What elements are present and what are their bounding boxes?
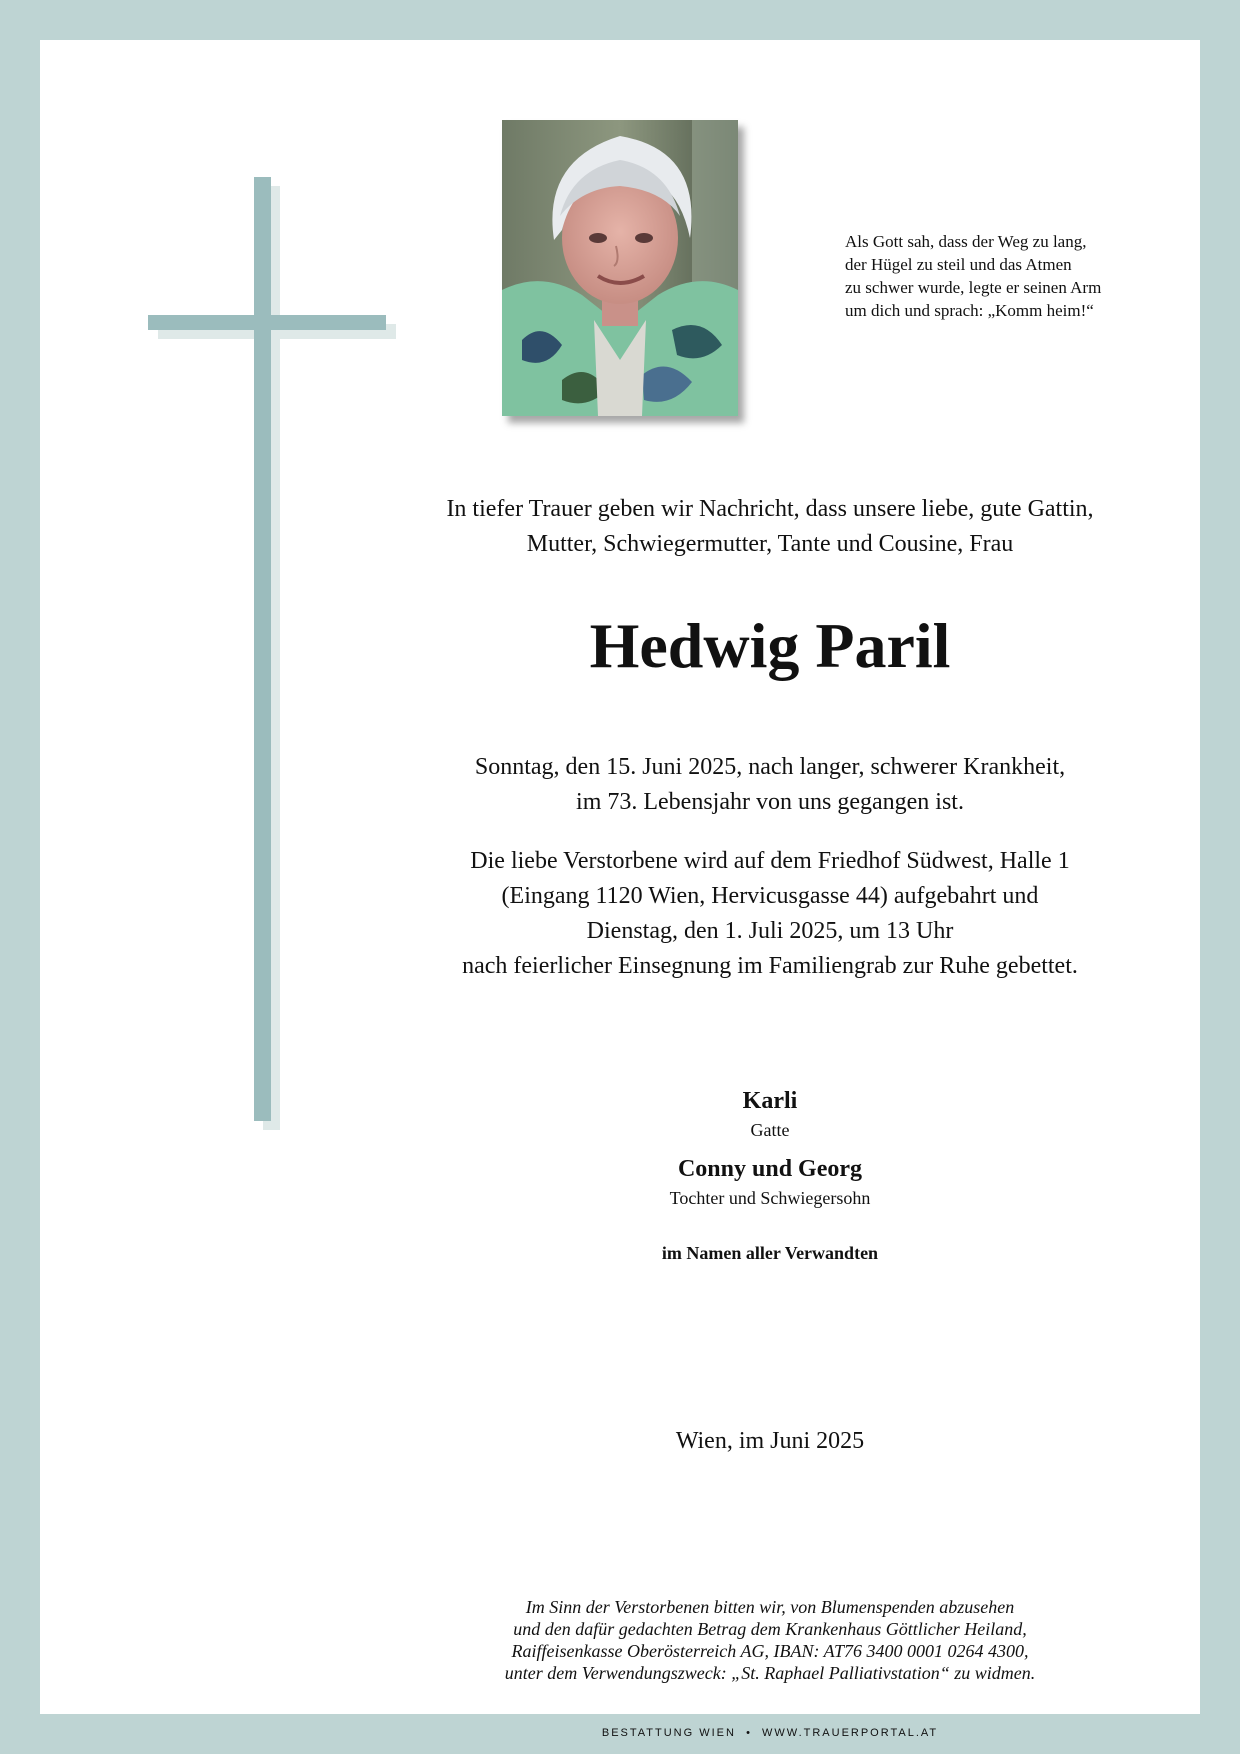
intro-line: In tiefer Trauer geben wir Nachricht, dass unsere liebe, gute Gattin, [446,496,1094,522]
donation-line: Raiffeisenkasse Oberösterreich AG, IBAN: AT76 3400 0001 0264 4300, [511,1641,1029,1661]
mourner-relation: Gatte [750,1120,790,1140]
poem-line: der Hügel zu steil und das Atmen [845,255,1072,274]
deceased-name: Hedwig Paril [589,610,951,681]
mourner-name: Conny und Georg [677,1156,863,1182]
donation-line: und den dafür gedachten Betrag dem Krankenhaus Göttlicher Heiland, [513,1619,1027,1639]
relatives-note: im Namen aller Verwandten [661,1243,879,1263]
mourner-name: Karli [742,1088,798,1114]
portrait-photo [502,120,738,416]
announcement-intro [340,492,1200,562]
poem-line: Als Gott sah, dass der Weg zu lang, [845,232,1087,251]
funeral-line: (Eingang 1120 Wien, Hervicusgasse 44) aufgebahrt und [501,883,1039,909]
funeral-details [340,844,1200,984]
poem-line: zu schwer wurde, legte er seinen Arm [845,278,1102,297]
death-notice-line: im 73. Lebensjahr von uns gegangen ist. [576,789,964,815]
funeral-line: Dienstag, den 1. Juli 2025, um 13 Uhr [586,918,954,944]
footer-credit: BESTATTUNG WIEN • WWW.TRAUERPORTAL.AT [601,1727,939,1739]
poem-line: um dich und sprach: „Komm heim!“ [845,301,1094,320]
funeral-line: nach feierlicher Einsegnung im Familiengrab zur Ruhe gebettet. [462,953,1078,979]
obituary-card [40,40,1200,1739]
intro-line: Mutter, Schwiegermutter, Tante und Cousine, Frau [526,531,1014,557]
donation-note [340,1596,1200,1684]
place-date: Wien, im Juni 2025 [675,1428,865,1454]
funeral-line: Die liebe Verstorbene wird auf dem Friedhof Südwest, Halle 1 [470,848,1070,874]
donation-line: Im Sinn der Verstorbenen bitten wir, von Blumenspenden abzusehen [525,1597,1015,1617]
donation-line: unter dem Verwendungszweck: „St. Raphael Palliativstation“ zu widmen. [504,1663,1036,1683]
death-notice [340,750,1200,820]
memorial-poem [845,230,1165,322]
mourner-relation: Tochter und Schwiegersohn [669,1188,871,1208]
death-notice-line: Sonntag, den 15. Juni 2025, nach langer, schwerer Krankheit, [474,754,1066,780]
